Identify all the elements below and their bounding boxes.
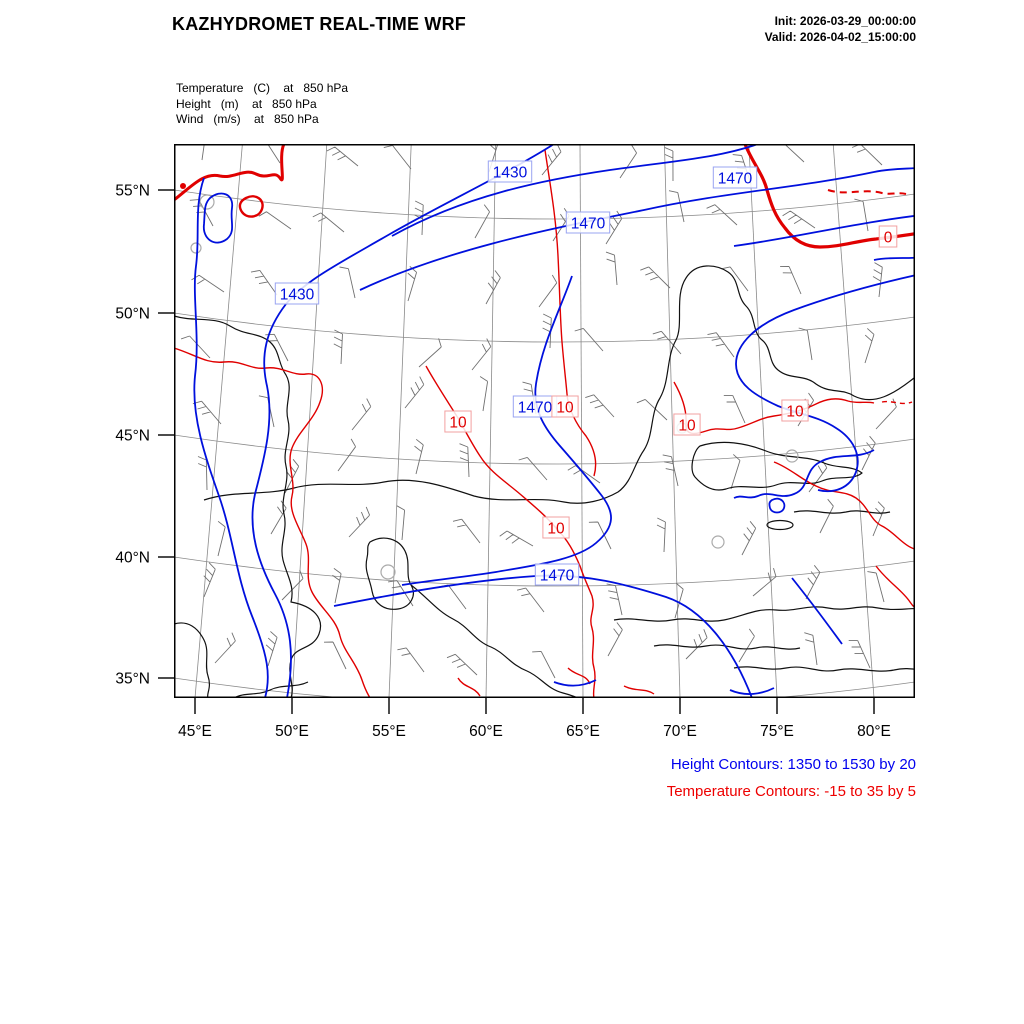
map-area <box>100 130 960 750</box>
svg-text:1430: 1430 <box>279 286 315 304</box>
temp-contour-se <box>774 462 930 558</box>
weather-map <box>100 130 960 750</box>
height-contour-label <box>535 564 578 585</box>
height-contours <box>194 144 930 698</box>
legend-line-height: Height (m) at 850 hPa <box>176 96 317 111</box>
svg-text:1470: 1470 <box>570 215 606 233</box>
meridian-line <box>749 144 777 698</box>
height-contour-label <box>513 396 556 417</box>
init-time: Init: 2026-03-29_00:00:00 <box>774 14 916 28</box>
legend-line-wind: Wind (m/s) at 850 hPa <box>176 112 319 126</box>
parallel-line <box>174 190 915 219</box>
lat-tick-label: 45°N <box>115 427 150 445</box>
hgt-contour-1470-south <box>334 576 752 698</box>
hgt-balkhash-wiggle <box>734 450 874 498</box>
temp-contour-10-east-dash <box>882 402 912 404</box>
svg-text:10: 10 <box>556 399 574 417</box>
svg-text:10: 10 <box>547 520 565 538</box>
hgt-contour-1430-west <box>252 144 554 698</box>
height-contour-label <box>713 167 756 188</box>
height-contour-label <box>275 283 318 304</box>
svg-text:1470: 1470 <box>517 399 553 417</box>
hgt-bottom-bit2 <box>730 688 774 694</box>
temperature-contours <box>174 144 930 698</box>
hgt-contour-1470-top <box>360 166 930 290</box>
lon-tick-label: 75°E <box>760 723 794 740</box>
uzbek-border <box>411 585 579 698</box>
valid-time: Valid: 2026-04-02_15:00:00 <box>764 30 916 44</box>
hgt-bottom-bit1 <box>554 680 596 686</box>
coastlines-borders <box>174 195 930 698</box>
hgt-se-streak <box>792 578 842 644</box>
lon-tick-label: 55°E <box>372 723 406 740</box>
svg-text:10: 10 <box>678 417 696 435</box>
svg-text:10: 10 <box>449 414 467 432</box>
temp-contour-10-east <box>674 382 874 433</box>
height-contour-label <box>488 161 531 182</box>
temperature-contour-label <box>445 411 471 432</box>
temp-contour-ring <box>240 196 263 216</box>
se-border-3 <box>734 667 930 671</box>
lon-tick-label: 45°E <box>178 723 212 740</box>
meridian-line <box>486 144 496 698</box>
station-markers <box>191 195 798 579</box>
lon-tick-label: 80°E <box>857 723 891 740</box>
svg-text:0: 0 <box>883 229 893 247</box>
hgt-contour-ne <box>734 214 930 246</box>
temp-contour-0-west <box>174 144 284 200</box>
temp-contour-10-upper <box>545 150 596 476</box>
field-legend <box>176 81 348 128</box>
hgt-contour-ne2 <box>874 256 930 260</box>
se-border-1 <box>614 607 930 621</box>
hgt-contour-1470-center <box>402 276 611 585</box>
temp-dot <box>180 183 186 189</box>
temp-contour-dashed <box>828 190 906 194</box>
lon-tick-label: 60°E <box>469 723 503 740</box>
temperature-contour-label <box>552 396 578 417</box>
southwest-border <box>174 623 209 698</box>
temperature-contour-label <box>543 517 569 538</box>
height-contour-info: Height Contours: 1350 to 1530 by 20 <box>670 756 916 773</box>
issyk-kul <box>767 521 793 530</box>
svg-text:1470: 1470 <box>539 567 575 585</box>
temperature-contour-info: Temperature Contours: -15 to 35 by 5 <box>666 783 916 800</box>
temperature-contour-label <box>879 226 897 247</box>
hgt-balkhash-loop <box>769 499 784 513</box>
svg-text:10: 10 <box>786 403 804 421</box>
height-contour-label <box>566 212 609 233</box>
page-title: KAZHYDROMET REAL-TIME WRF <box>172 14 466 34</box>
run-times <box>765 13 916 45</box>
tianshan-border <box>794 511 890 513</box>
lake-balkhash <box>692 442 862 490</box>
contour-info <box>667 751 916 805</box>
lon-tick-label: 50°E <box>275 723 309 740</box>
lon-tick-label: 70°E <box>663 723 697 740</box>
lat-tick-label: 50°N <box>115 305 150 323</box>
hgt-closed-low <box>204 193 232 242</box>
svg-text:1470: 1470 <box>717 170 753 188</box>
contour-label-layer <box>275 161 897 585</box>
lat-tick-label: 35°N <box>115 670 150 688</box>
south-coast <box>234 682 308 698</box>
parallel-line <box>174 313 915 342</box>
hgt-contour-left-edge <box>194 178 268 698</box>
temperature-contour-label <box>674 414 700 435</box>
lat-tick-label: 55°N <box>115 182 150 200</box>
legend-line-temperature: Temperature (C) at 850 hPa <box>176 81 349 95</box>
temp-contour-west <box>174 348 370 698</box>
temperature-contour-label <box>782 400 808 421</box>
lon-tick-label: 65°E <box>566 723 600 740</box>
svg-text:1430: 1430 <box>492 164 528 182</box>
lat-tick-label: 40°N <box>115 549 150 567</box>
